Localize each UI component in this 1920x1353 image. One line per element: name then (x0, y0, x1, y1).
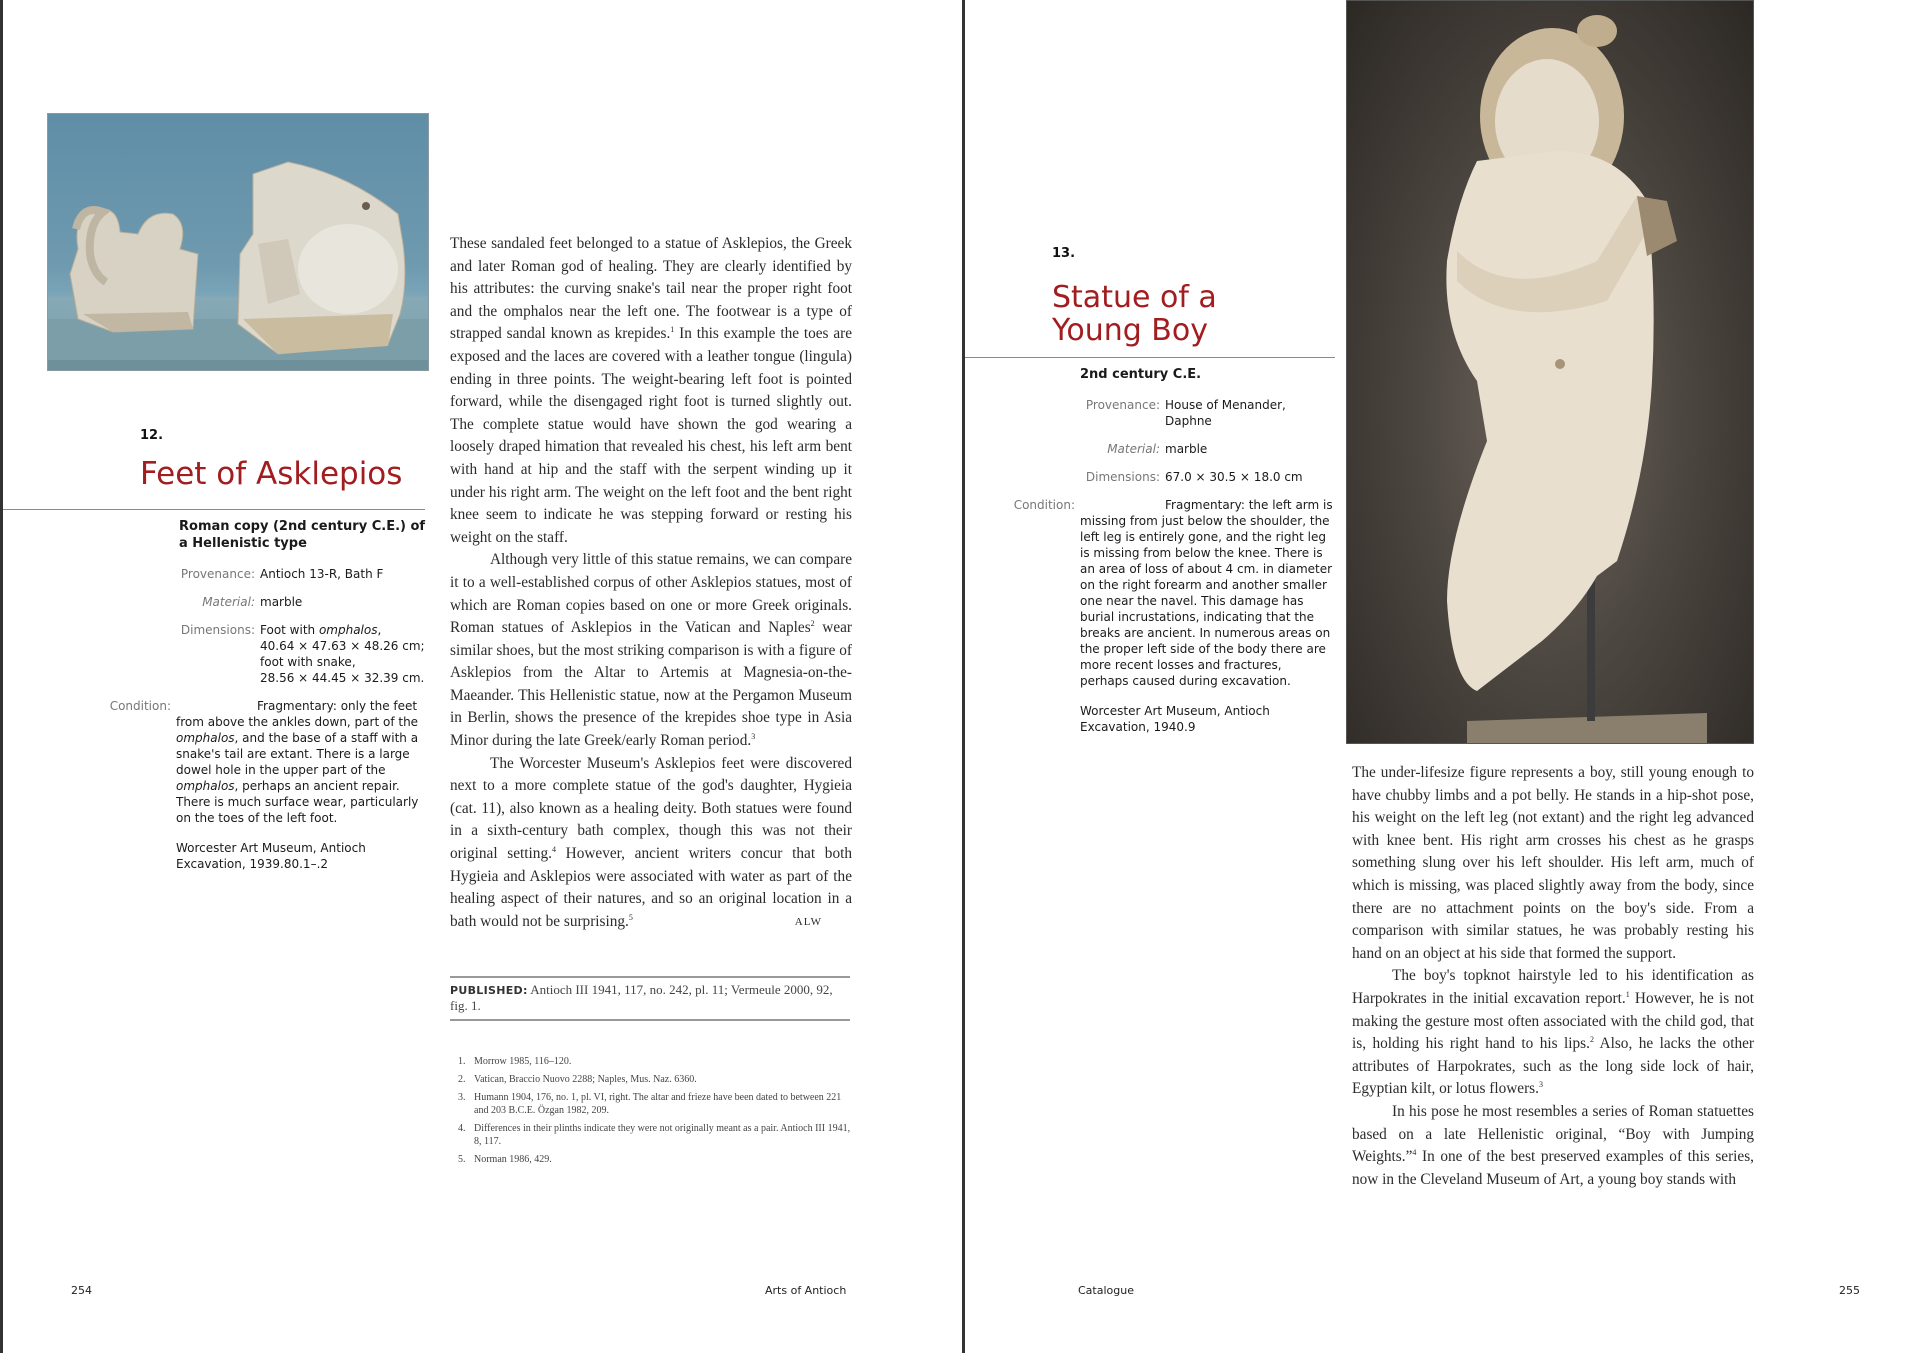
footnote-ref[interactable]: 4 (1412, 1148, 1417, 1158)
page-number: 255 (1839, 1284, 1860, 1297)
provenance-row (179, 566, 429, 582)
provenance-row (1080, 397, 1340, 429)
provenance-value: Antioch 13-R, Bath F (260, 567, 384, 581)
material-label: Material: (202, 595, 255, 609)
material-row (1080, 441, 1340, 457)
catalogue-number: 13. (1052, 246, 1076, 261)
condition-block (1013, 497, 1333, 689)
credit-line: Worcester Art Museum, Antioch Excavation, 1939.80.1–.2 (176, 841, 366, 871)
condition-label: Condition: (109, 699, 171, 713)
material-label: Material: (1107, 442, 1160, 456)
feet-sculpture-illustration (48, 114, 429, 371)
footnote-ref[interactable]: 2 (810, 619, 815, 629)
published-label: PUBLISHED: (450, 984, 528, 997)
essay-paragraph: In his pose he most resembles a series of Roman statuettes based on a late Hellenistic original, “Boy with Jumping Weights.”$^4$ In one of the best preserved examples of this series, now in the Cleveland Museum of Art, a young boy stands with (1352, 1102, 1754, 1188)
dimensions-row (1080, 469, 1340, 485)
essay-paragraph: These sandaled feet belonged to a statue of Asklepios, the Greek and later Roman god of healing. They are clearly identified by his attributes: the curving snake's tail near the proper right foot and the omphalos near the left one. The footwear is a type of strapped sandal known as krepides.$^1$ In this example the toes are exposed and the laces are covered with a leather tongue (lingula) ending in three points. The weight-bearing left foot is pointed forward, while the disengaged right foot is turned slightly out. The complete statue would have shown the god wearing a loosely draped himation that revealed his chest, his left arm bent with hand at hip and the staff with the serpent winding up it under his right arm. The weight on the left foot and the bent right knee seem to indicate he was stepping forward or resting his weight on the staff. (450, 235, 852, 546)
dimensions-row (179, 622, 429, 686)
dimensions-label: Dimensions: (1085, 470, 1160, 484)
provenance-label: Provenance: (1085, 398, 1160, 412)
dimensions-value: Foot with omphalos, 40.64 × 47.63 × 48.26 cm; foot with snake, 28.56 × 44.45 × 32.39 cm. (260, 623, 425, 685)
footnote-ref[interactable]: 1 (1625, 989, 1630, 999)
entry-title: Statue of a Young Boy (1052, 280, 1217, 348)
footnote-ref[interactable]: 4 (551, 845, 556, 855)
footnote: 1. Morrow 1985, 116–120. (458, 1056, 572, 1067)
material-row (179, 594, 429, 610)
essay-text (1352, 762, 1754, 1191)
footnote-ref[interactable]: 2 (1589, 1035, 1594, 1045)
title-rule (3, 509, 425, 510)
footnote-ref[interactable]: 3 (1538, 1080, 1543, 1090)
dimensions-value: 67.0 × 30.5 × 18.0 cm (1165, 470, 1303, 484)
condition-value: Fragmentary: only the feet from above the ankles down, part of the omphalos, and the base of a staff with a snake's tail are extant. There is a large dowel hole in the upper part of the omphalos, perhaps an ancient repair. There is much surface wear, particularly on the toes of the left foot. (176, 699, 419, 825)
published-text: Antioch III 1941, 117, no. 242, pl. 11; Vermeule 2000, 92, fig. 1. (450, 982, 833, 1013)
essay-text (450, 233, 852, 933)
condition-value: Fragmentary: the left arm is missing from just below the shoulder, the left leg is entirely gone, and the right leg is missing from below the knee. There is an area of loss of about 4 cm. in diameter on the right forearm and another smaller one near the navel. This damage has burial incrustations, indicating that the breaks are ancient. In numerous areas on the proper left side of the body there are more recent losses and fractures, perhaps caused during excavation. (1080, 498, 1333, 688)
condition-label: Condition: (1013, 498, 1075, 512)
boy-statue-illustration (1347, 1, 1754, 744)
catalogue-number: 12. (140, 428, 164, 443)
footnote: 5. Norman 1986, 429. (458, 1154, 552, 1165)
author-initials: ALW (794, 915, 822, 928)
credit-line: Worcester Art Museum, Antioch Excavation, 1940.9 (1080, 704, 1270, 734)
running-head: Arts of Antioch (765, 1284, 847, 1297)
footnote: 2. Vatican, Braccio Nuovo 2288; Naples, Mus. Naz. 6360. (458, 1074, 697, 1085)
object-date: Roman copy (2nd century C.E.) of a Hellenistic type (179, 519, 426, 551)
page-number: 254 (71, 1284, 92, 1297)
young-boy-statue-photo (1346, 0, 1754, 744)
essay-paragraph: The Worcester Museum's Asklepios feet were discovered next to a more complete statue of the god's daughter, Hygieia (cat. 11), also known as a healing deity. Both statues were found in a sixth-century bath complex, though this was not their original setting.$^4$ However, ancient writers concur that both Hygieia and Asklepios were associated with water as part of the healing aspect of their natures, and so an original location in a bath would not be surprising.$^5$ ALW (450, 753, 852, 934)
published-references (450, 976, 850, 1021)
object-metadata (109, 518, 429, 872)
material-value: marble (1165, 442, 1208, 456)
footnote-ref[interactable]: 1 (670, 325, 675, 335)
essay-paragraph: The boy's topknot hairstyle led to his identification as Harpokrates in the initial excavation report.$^1$ However, he is not making the gesture most often associated with the child god, that is, holding his right hand to his lips.$^2$ Also, he lacks the other attributes of Harpokrates, such as the long side lock of hair, Egyptian kilt, or lotus flowers.$^3$ (1352, 967, 1754, 1098)
material-value: marble (260, 595, 303, 609)
footnote-ref[interactable]: 3 (751, 732, 756, 742)
provenance-label: Provenance: (180, 567, 255, 581)
essay-paragraph: The under-lifesize figure represents a boy, still young enough to have chubby limbs and a pot belly. He stands in a hip-shot pose, his weight on the left leg (not extant) and the right leg advanced with knee bent. His right arm crosses his chest as he grasps something slung over his left shoulder. His left arm, much of which is missing, was placed slightly away from the body, since there are no attachment points on the boy's side. From a comparison with similar statues, he was probably resting his hand on an object at his side that formed the support. (1352, 764, 1754, 962)
condition-block (109, 698, 429, 826)
running-head: Catalogue (1078, 1284, 1134, 1297)
dimensions-label: Dimensions: (180, 623, 255, 637)
footnote-ref[interactable]: 5 (628, 912, 633, 922)
feet-of-asklepios-photo (47, 113, 429, 371)
title-rule (965, 357, 1335, 358)
entry-title: Feet of Asklepios (140, 456, 403, 492)
footnotes (458, 1055, 858, 1171)
footnote: 4. Differences in their plinths indicate they were not originally meant as a pair. Antioch III 1941, 8, 117. (458, 1123, 851, 1147)
essay-paragraph: Although very little of this statue remains, we can compare it to a well-established corpus of other Asklepios statues, most of which are Roman copies based on one or more Greek originals. Roman statues of Asklepios in the Vatican and Naples$^2$ wear similar shoes, but the most striking comparison is with a figure of Asklepios from the Altar to Artemis at Magnesia-on-the-Maeander. This Hellenistic statue, now at the Pergamon Museum in Berlin, shows the presence of the krepides shoe type in Asia Minor during the late Greek/early Roman period.$^3$ (450, 551, 853, 750)
provenance-value: House of Menander, Daphne (1165, 398, 1286, 428)
footnote: 3. Humann 1904, 176, no. 1, pl. VI, right. The altar and frieze have been dated to between 221 and 203 B.C.E. Özgan 1982, 209. (458, 1092, 842, 1116)
object-metadata (1013, 366, 1340, 735)
object-date: 2nd century C.E. (1080, 367, 1202, 382)
